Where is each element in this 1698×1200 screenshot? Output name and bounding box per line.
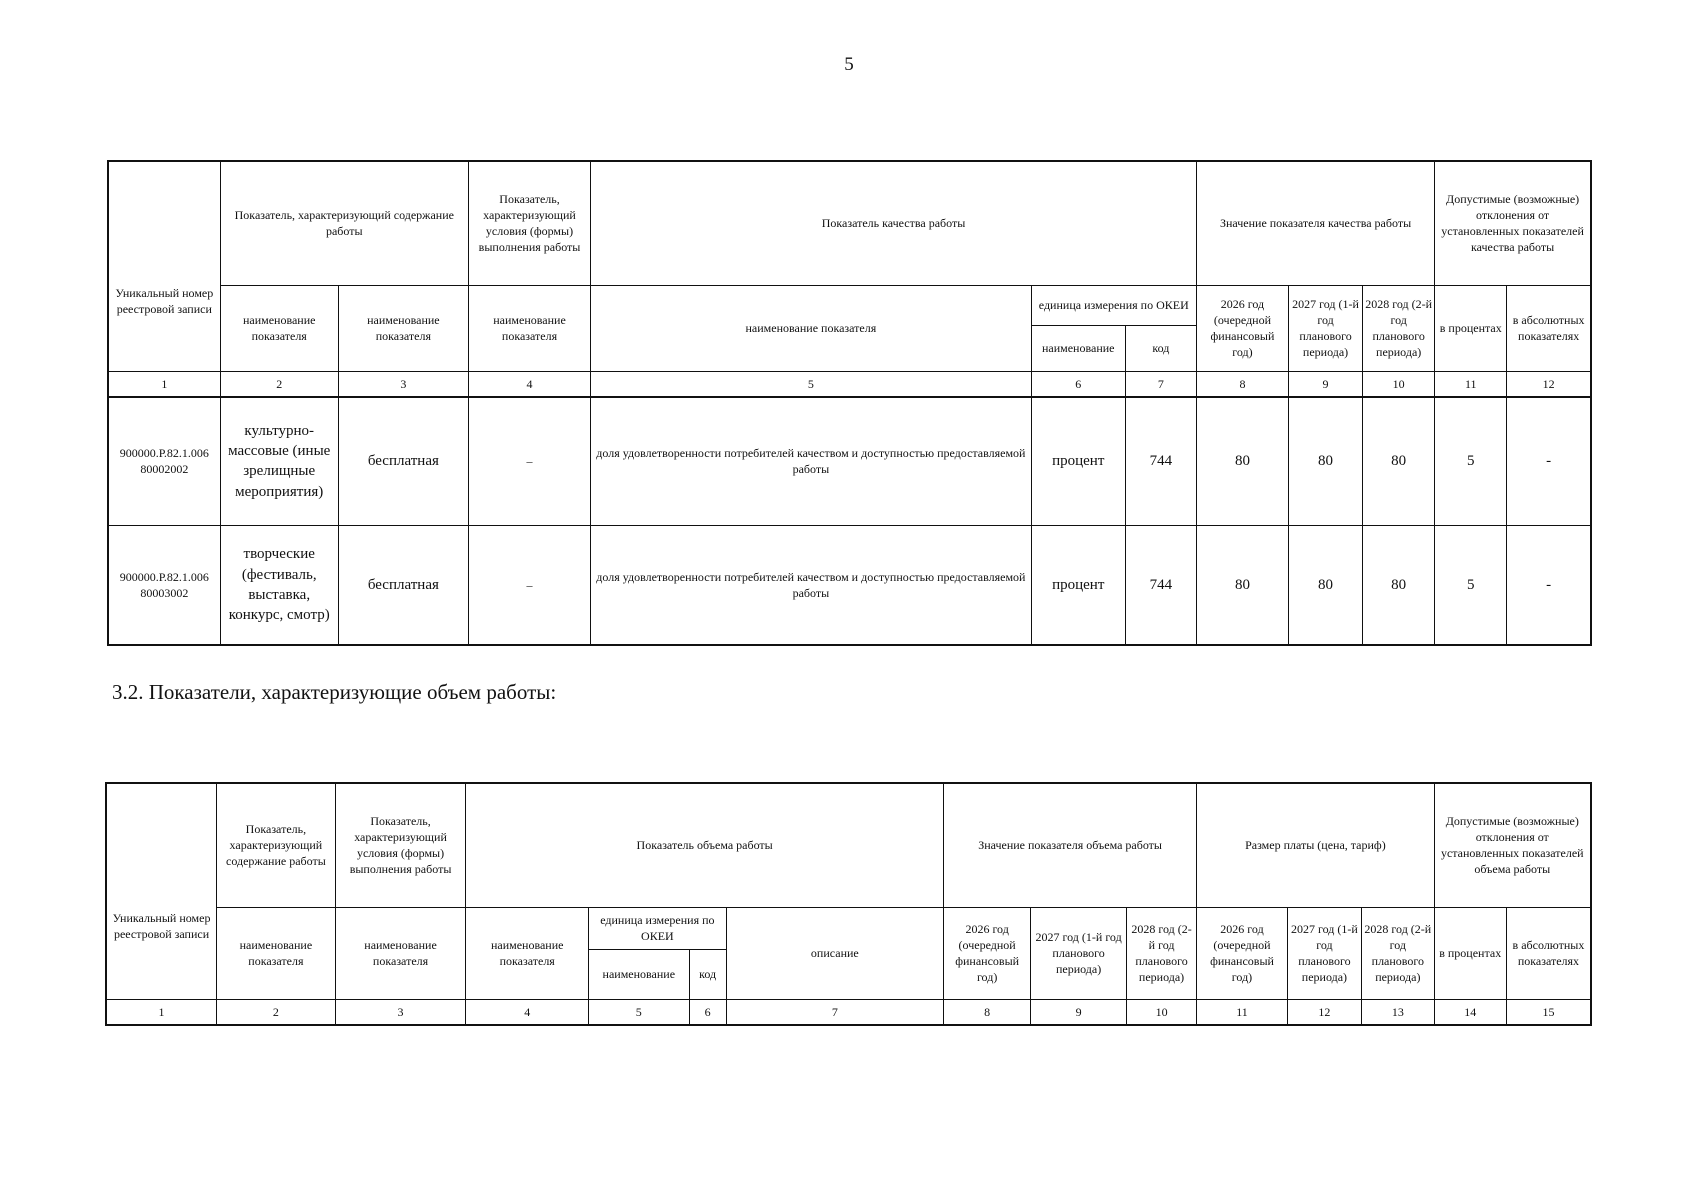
value-2028: 80: [1363, 397, 1435, 525]
work-form: –: [468, 525, 590, 645]
header-quality-indicator: Показатель качества работы: [591, 161, 1197, 285]
unit-name: процент: [1031, 397, 1125, 525]
header-quality-value: Значение показателя качества работы: [1196, 161, 1434, 285]
header-year-2026: 2026 год (очередной финансовый год): [943, 907, 1030, 999]
table-row: [108, 525, 1591, 645]
column-number: 1: [108, 371, 220, 397]
column-number: 7: [1125, 371, 1196, 397]
table-row: [108, 397, 1591, 525]
header-okei-code: код: [1125, 325, 1196, 371]
column-numbers-row: [106, 999, 1591, 1025]
volume-indicators-table: [105, 782, 1592, 1026]
work-content: культурно-массовые (иные зрелищные мероприятия): [220, 397, 338, 525]
column-number: 14: [1434, 999, 1506, 1025]
unit-name: процент: [1031, 525, 1125, 645]
header-volume-indicator: Показатель объема работы: [466, 783, 944, 907]
deviation-absolute: -: [1507, 397, 1591, 525]
column-number: 2: [220, 371, 338, 397]
column-number: 5: [589, 999, 690, 1025]
value-2028: 80: [1363, 525, 1435, 645]
work-condition: бесплатная: [338, 525, 468, 645]
header-indicator-name: наименование показателя: [217, 907, 336, 999]
header-unique-number: Уникальный номер реестровой записи: [108, 161, 220, 371]
column-number: 9: [1031, 999, 1127, 1025]
header-unique-number: Уникальный номер реестровой записи: [106, 783, 217, 999]
column-number: 12: [1287, 999, 1361, 1025]
header-indicator-name-main: наименование показателя: [591, 285, 1032, 371]
column-number: 6: [1031, 371, 1125, 397]
column-number: 4: [468, 371, 590, 397]
header-indicator-name: наименование показателя: [468, 285, 590, 371]
header-pay-2026: 2026 год (очередной финансовый год): [1197, 907, 1287, 999]
page-number: 5: [844, 54, 854, 75]
column-number: 6: [689, 999, 726, 1025]
column-number: 3: [335, 999, 466, 1025]
section-title: 3.2. Показатели, характеризующие объем работы:: [112, 680, 557, 704]
header-indicator-name: наименование показателя: [335, 907, 466, 999]
unit-code: 744: [1125, 397, 1196, 525]
header-okei-unit: единица измерения по ОКЕИ: [589, 907, 727, 949]
header-year-2028: 2028 год (2-й год планового периода): [1126, 907, 1196, 999]
header-okei-name: наименование: [589, 949, 690, 999]
column-number: 13: [1362, 999, 1434, 1025]
work-condition: бесплатная: [338, 397, 468, 525]
quality-indicator-name: доля удовлетворенности потребителей качеством и доступностью предоставляемой работы: [591, 397, 1032, 525]
value-2026: 80: [1196, 397, 1288, 525]
header-okei-name: наименование: [1031, 325, 1125, 371]
column-number: 1: [106, 999, 217, 1025]
header-in-absolute: в абсолютных показателях: [1506, 907, 1591, 999]
header-pay-2028: 2028 год (2-й год планового периода): [1362, 907, 1434, 999]
column-number: 4: [466, 999, 589, 1025]
header-year-2028: 2028 год (2-й год планового периода): [1363, 285, 1435, 371]
column-number: 2: [217, 999, 336, 1025]
header-deviations: Допустимые (возможные) отклонения от установленных показателей качества работы: [1435, 161, 1591, 285]
header-okei-code: код: [689, 949, 726, 999]
header-content-indicator: Показатель, характеризующий содержание работы: [220, 161, 468, 285]
work-form: –: [468, 397, 590, 525]
registry-number: 900000.Р.82.1.006 80002002: [108, 397, 220, 525]
column-number: 5: [591, 371, 1032, 397]
column-number: 11: [1197, 999, 1287, 1025]
value-2027: 80: [1289, 397, 1363, 525]
registry-number: 900000.Р.82.1.006 80003002: [108, 525, 220, 645]
unit-code: 744: [1125, 525, 1196, 645]
column-number: 10: [1363, 371, 1435, 397]
header-deviations: Допустимые (возможные) отклонения от установленных показателей объема работы: [1434, 783, 1591, 907]
header-indicator-name: наименование показателя: [338, 285, 468, 371]
column-number: 8: [943, 999, 1030, 1025]
deviation-percent: 5: [1435, 397, 1507, 525]
header-in-percent: в процентах: [1435, 285, 1507, 371]
column-number: 3: [338, 371, 468, 397]
column-number: 8: [1196, 371, 1288, 397]
column-number: 10: [1126, 999, 1196, 1025]
column-number: 9: [1289, 371, 1363, 397]
header-conditions-indicator: Показатель, характеризующий условия (формы) выполнения работы: [335, 783, 466, 907]
header-conditions-indicator: Показатель, характеризующий условия (формы) выполнения работы: [468, 161, 590, 285]
value-2026: 80: [1196, 525, 1288, 645]
header-year-2026: 2026 год (очередной финансовый год): [1196, 285, 1288, 371]
header-payment: Размер платы (цена, тариф): [1197, 783, 1434, 907]
quality-indicator-name: доля удовлетворенности потребителей качеством и доступностью предоставляемой работы: [591, 525, 1032, 645]
header-description: описание: [726, 907, 943, 999]
column-number: 12: [1507, 371, 1591, 397]
header-indicator-name: наименование показателя: [220, 285, 338, 371]
header-in-absolute: в абсолютных показателях: [1507, 285, 1591, 371]
column-number: 15: [1506, 999, 1591, 1025]
work-content: творческие (фестиваль, выставка, конкурс, смотр): [220, 525, 338, 645]
header-indicator-name: наименование показателя: [466, 907, 589, 999]
column-number: 11: [1435, 371, 1507, 397]
header-okei-unit: единица измерения по ОКЕИ: [1031, 285, 1196, 325]
header-volume-value: Значение показателя объема работы: [943, 783, 1196, 907]
header-year-2027: 2027 год (1-й год планового периода): [1289, 285, 1363, 371]
column-numbers-row: [108, 371, 1591, 397]
deviation-percent: 5: [1435, 525, 1507, 645]
column-number: 7: [726, 999, 943, 1025]
value-2027: 80: [1289, 525, 1363, 645]
header-year-2027: 2027 год (1-й год планового периода): [1031, 907, 1127, 999]
deviation-absolute: -: [1507, 525, 1591, 645]
header-content-indicator: Показатель, характеризующий содержание работы: [217, 783, 336, 907]
header-in-percent: в процентах: [1434, 907, 1506, 999]
quality-indicators-table: [107, 160, 1592, 646]
header-pay-2027: 2027 год (1-й год планового периода): [1287, 907, 1361, 999]
